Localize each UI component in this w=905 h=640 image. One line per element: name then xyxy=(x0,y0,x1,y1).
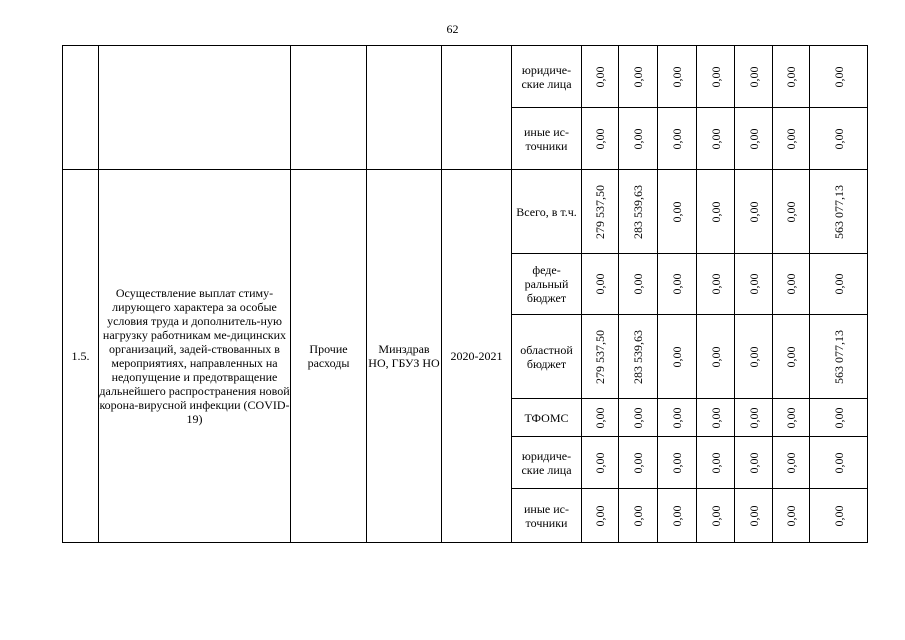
value-cell: 0,00 xyxy=(697,46,735,108)
value-cell: 0,00 xyxy=(658,489,697,543)
value-cell: 0,00 xyxy=(619,108,658,170)
value-cell: 0,00 xyxy=(658,315,697,399)
value-cell: 0,00 xyxy=(619,399,658,437)
value-cell: 0,00 xyxy=(735,46,773,108)
value-cell: 0,00 xyxy=(735,489,773,543)
description-cell xyxy=(99,46,291,170)
expense-type: Прочие расходы xyxy=(291,170,367,543)
value-cell: 0,00 xyxy=(810,399,868,437)
value-cell: 283 539,63 xyxy=(619,315,658,399)
value-cell: 0,00 xyxy=(773,46,810,108)
item-number: 1.5. xyxy=(63,170,99,543)
source-cell: юридиче-ские лица xyxy=(512,437,582,489)
value-cell: 0,00 xyxy=(697,399,735,437)
source-cell: Всего, в т.ч. xyxy=(512,170,582,254)
value-cell: 0,00 xyxy=(658,399,697,437)
value-cell: 0,00 xyxy=(735,254,773,315)
value-cell: 0,00 xyxy=(735,108,773,170)
table-row xyxy=(63,170,868,254)
source-cell: ТФОМС xyxy=(512,399,582,437)
value-cell: 563 077,13 xyxy=(810,170,868,254)
number-cell xyxy=(63,46,99,170)
executor: Минздрав НО, ГБУЗ НО xyxy=(367,170,442,543)
value-cell: 0,00 xyxy=(582,489,619,543)
value-cell: 0,00 xyxy=(773,170,810,254)
value-cell: 0,00 xyxy=(697,254,735,315)
value-cell: 279 537,50 xyxy=(582,315,619,399)
period-cell xyxy=(442,46,512,170)
value-cell: 0,00 xyxy=(810,108,868,170)
value-cell: 0,00 xyxy=(697,315,735,399)
value-cell: 0,00 xyxy=(658,170,697,254)
value-cell: 0,00 xyxy=(619,489,658,543)
source-cell: областной бюджет xyxy=(512,315,582,399)
value-cell: 0,00 xyxy=(658,437,697,489)
value-cell: 0,00 xyxy=(735,170,773,254)
value-cell: 563 077,13 xyxy=(810,315,868,399)
source-cell: иные ис-точники xyxy=(512,489,582,543)
value-cell: 0,00 xyxy=(735,399,773,437)
value-cell: 0,00 xyxy=(582,254,619,315)
value-cell: 0,00 xyxy=(773,437,810,489)
period: 2020-2021 xyxy=(442,170,512,543)
source-cell: иные ис-точники xyxy=(512,108,582,170)
table-row xyxy=(63,46,868,108)
value-cell: 0,00 xyxy=(619,254,658,315)
executor-cell xyxy=(367,46,442,170)
value-cell: 0,00 xyxy=(697,437,735,489)
value-cell: 0,00 xyxy=(735,437,773,489)
value-cell: 0,00 xyxy=(773,489,810,543)
expense-type-cell xyxy=(291,46,367,170)
value-cell: 0,00 xyxy=(658,254,697,315)
page-number: 62 xyxy=(446,22,459,36)
value-cell: 283 539,63 xyxy=(619,170,658,254)
value-cell: 0,00 xyxy=(773,399,810,437)
value-cell: 0,00 xyxy=(810,46,868,108)
value-cell: 0,00 xyxy=(773,315,810,399)
value-cell: 0,00 xyxy=(658,46,697,108)
value-cell: 0,00 xyxy=(697,170,735,254)
value-cell: 0,00 xyxy=(697,489,735,543)
value-cell: 0,00 xyxy=(582,108,619,170)
value-cell: 0,00 xyxy=(810,254,868,315)
value-cell: 0,00 xyxy=(582,437,619,489)
source-cell: феде-ральный бюджет xyxy=(512,254,582,315)
source-cell: юридиче-ские лица xyxy=(512,46,582,108)
item-description: Осуществление выплат стиму-лирующего характера за особые условия труда и дополнитель-ную нагрузку работникам ме-дицинских организаций, задей-ствованных в мероприятиях, направленных на недопущение и предотвращение дальнейшего распространения новой корона-вирусной инфекции (COVID-19) xyxy=(99,170,291,543)
value-cell: 0,00 xyxy=(773,108,810,170)
value-cell: 0,00 xyxy=(619,437,658,489)
value-cell: 0,00 xyxy=(773,254,810,315)
value-cell: 0,00 xyxy=(810,489,868,543)
value-cell: 0,00 xyxy=(619,46,658,108)
value-cell: 0,00 xyxy=(582,399,619,437)
value-cell: 279 537,50 xyxy=(582,170,619,254)
value-cell: 0,00 xyxy=(735,315,773,399)
value-cell: 0,00 xyxy=(810,437,868,489)
value-cell: 0,00 xyxy=(697,108,735,170)
value-cell: 0,00 xyxy=(582,46,619,108)
budget-table xyxy=(62,45,868,543)
value-cell: 0,00 xyxy=(658,108,697,170)
